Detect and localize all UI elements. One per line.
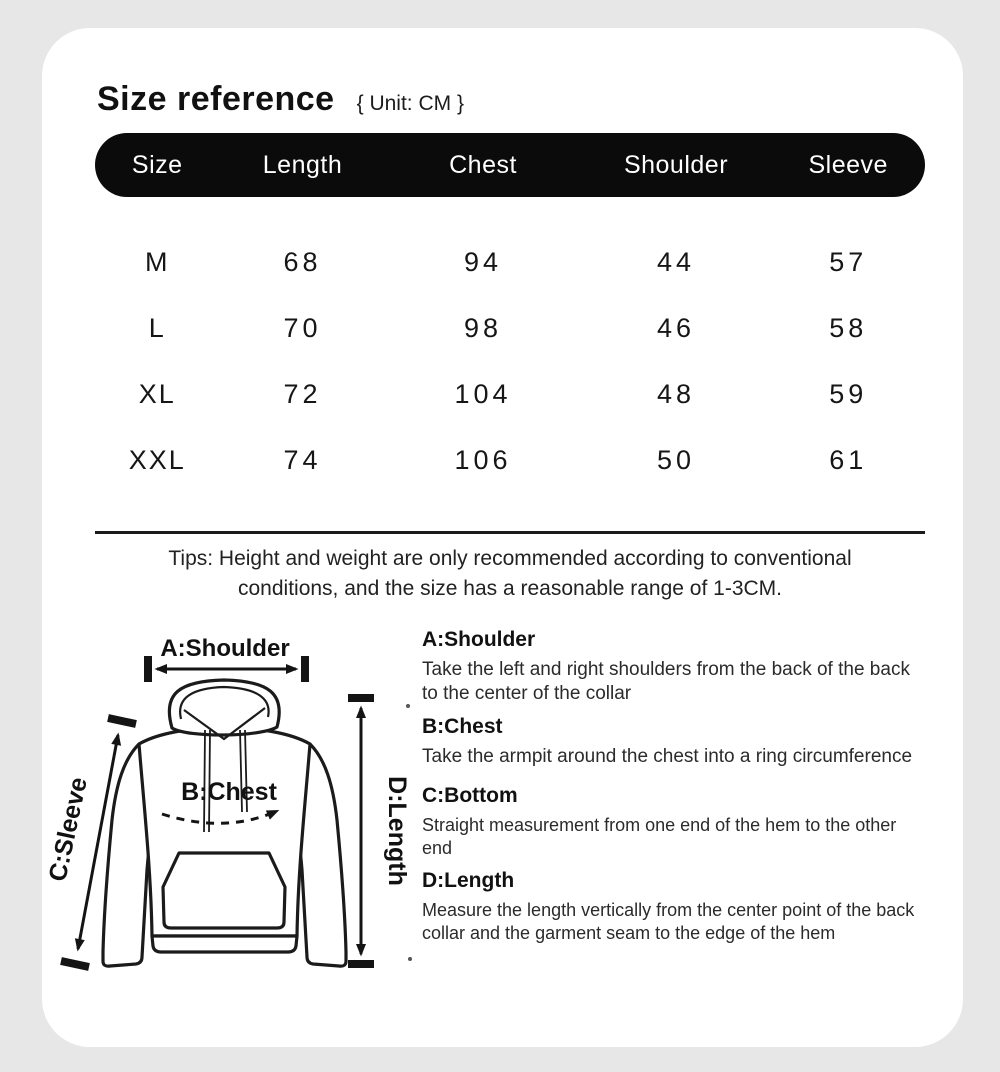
stray-dot xyxy=(408,957,412,961)
definition-chest xyxy=(422,715,923,769)
hoodie-diagram-svg xyxy=(47,618,422,996)
diagram-label-shoulder: A:Shoulder xyxy=(160,635,290,662)
measurement-definitions xyxy=(422,618,925,1001)
cell-length: 70 xyxy=(283,312,322,343)
table-row xyxy=(95,361,925,427)
cell-chest: 94 xyxy=(464,246,503,277)
cell-sleeve: 58 xyxy=(829,312,868,343)
cell-sleeve: 57 xyxy=(829,246,868,277)
definition-length xyxy=(422,869,923,945)
page-title: Size reference xyxy=(97,80,335,118)
table-row xyxy=(95,229,925,295)
column-header-size: Size xyxy=(131,150,183,179)
cell-shoulder: 44 xyxy=(656,246,696,277)
cell-size: XXL xyxy=(128,444,186,475)
tips-line-1: Tips: Height and weight are only recommended according to conventional xyxy=(168,547,852,570)
cell-size: XL xyxy=(138,378,176,409)
column-header-shoulder: Shoulder xyxy=(623,150,729,179)
definition-description: Measure the length vertically from the center point of the back collar and the garment seam to the edge of the hem xyxy=(422,900,915,943)
tips-note xyxy=(95,544,925,604)
hoodie-hood xyxy=(169,680,279,735)
definition-bottom xyxy=(422,784,923,860)
cell-size: L xyxy=(148,312,166,343)
cell-length: 72 xyxy=(283,378,322,409)
cell-sleeve: 61 xyxy=(829,444,868,475)
hoodie-measurement-diagram xyxy=(47,618,422,1001)
unit-note: { Unit: CM } xyxy=(356,92,464,115)
cell-shoulder: 50 xyxy=(656,444,696,475)
cell-chest: 106 xyxy=(454,444,512,475)
cell-chest: 104 xyxy=(454,378,512,409)
definition-shoulder xyxy=(422,628,923,706)
divider-line xyxy=(95,531,925,534)
cell-sleeve: 59 xyxy=(829,378,868,409)
size-table-header xyxy=(95,133,925,197)
cell-chest: 98 xyxy=(464,312,503,343)
size-table-body xyxy=(95,229,925,493)
definition-description: Take the armpit around the chest into a ring circumference xyxy=(422,746,913,767)
cell-shoulder: 48 xyxy=(656,378,696,409)
table-row xyxy=(95,295,925,361)
diagram-label-sleeve: C:Sleeve xyxy=(47,774,93,884)
column-header-length: Length xyxy=(262,150,343,179)
cell-shoulder: 46 xyxy=(656,312,696,343)
measurement-section xyxy=(47,618,925,1001)
cell-length: 74 xyxy=(283,444,322,475)
column-header-sleeve: Sleeve xyxy=(808,150,888,179)
table-row xyxy=(95,427,925,493)
definition-description: Take the left and right shoulders from the back of the back to the center of the collar xyxy=(422,659,910,704)
cell-length: 68 xyxy=(283,246,322,277)
length-arrow xyxy=(348,698,374,964)
column-header-chest: Chest xyxy=(449,150,517,179)
definition-term: A:Shoulder xyxy=(422,628,536,651)
diagram-label-chest: B:Chest xyxy=(181,778,277,806)
diagram-label-length: D:Length xyxy=(383,776,411,886)
tips-line-2: conditions, and the size has a reasonable range of 1-3CM. xyxy=(237,577,782,600)
cell-size: M xyxy=(145,246,170,277)
definition-description: Straight measurement from one end of the hem to the other end xyxy=(422,815,897,858)
stray-dot xyxy=(406,704,410,708)
definition-term: D:Length xyxy=(422,869,515,892)
size-reference-card xyxy=(42,28,963,1047)
hoodie-hem-band xyxy=(152,936,297,952)
hoodie-pocket xyxy=(163,853,285,928)
definition-term: C:Bottom xyxy=(422,784,518,807)
definition-term: B:Chest xyxy=(422,715,503,738)
title-row xyxy=(97,80,925,119)
